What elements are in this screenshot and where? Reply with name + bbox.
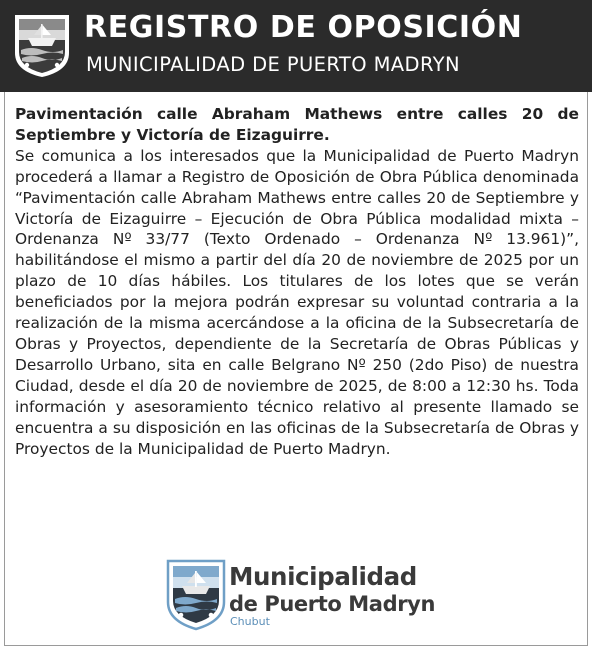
notice-content [15,104,579,459]
footer-name-line2: de Puerto Madryn [229,592,435,616]
header-banner [0,0,592,92]
municipal-crest-icon [13,13,71,79]
notice-heading: Pavimentación calle Abraham Mathews entre calles 20 de Septiembre y Victoría de Eizaguirre. [15,105,579,144]
footer-name-line1: Municipalidad [229,562,417,591]
notice-body: Se comunica a los interesados que la Municipalidad de Puerto Madryn procederá a llamar a Registro de Oposición de Obra Pública denominada “Pavimentación calle Abraham Mathews entre calles 20 de Septiembre y Victoría de Eizaguirre – Ejecución de Obra Pública modalidad mixta – Ordenanza Nº 33/77 (Texto Ordenado – Ordenanza Nº 13.961)”, habilitándose el mismo a partir del día 20 de noviembre de 2025 por un plazo de 10 días hábiles. Los titulares de los lotes que se verán beneficiados por la mejora podrán expresar su voluntad contraria a la realización de la misma acercándose a la oficina de la Subsecretaría de Obras y Proyectos, dependiente de la Secretaría de Obras Públicas y Desarrollo Urbano, sita en calle Belgrano Nº 250 (2do Piso) de nuestra Ciudad, desde el día 20 de noviembre de 2025, de 8:00 a 12:30 hs. Toda información y asesoramiento técnico relativo al presente llamado se encuentra a su disposición en las oficinas de la Subsecretaría de Obras y Proyectos de la Municipalidad de Puerto Madryn. [15,146,579,458]
page-subtitle: MUNICIPALIDAD DE PUERTO MADRYN [86,53,460,76]
footer-province: Chubut [230,615,270,628]
page-title: REGISTRO DE OPOSICIÓN [84,10,523,45]
municipal-shield-logo-icon [165,558,227,632]
